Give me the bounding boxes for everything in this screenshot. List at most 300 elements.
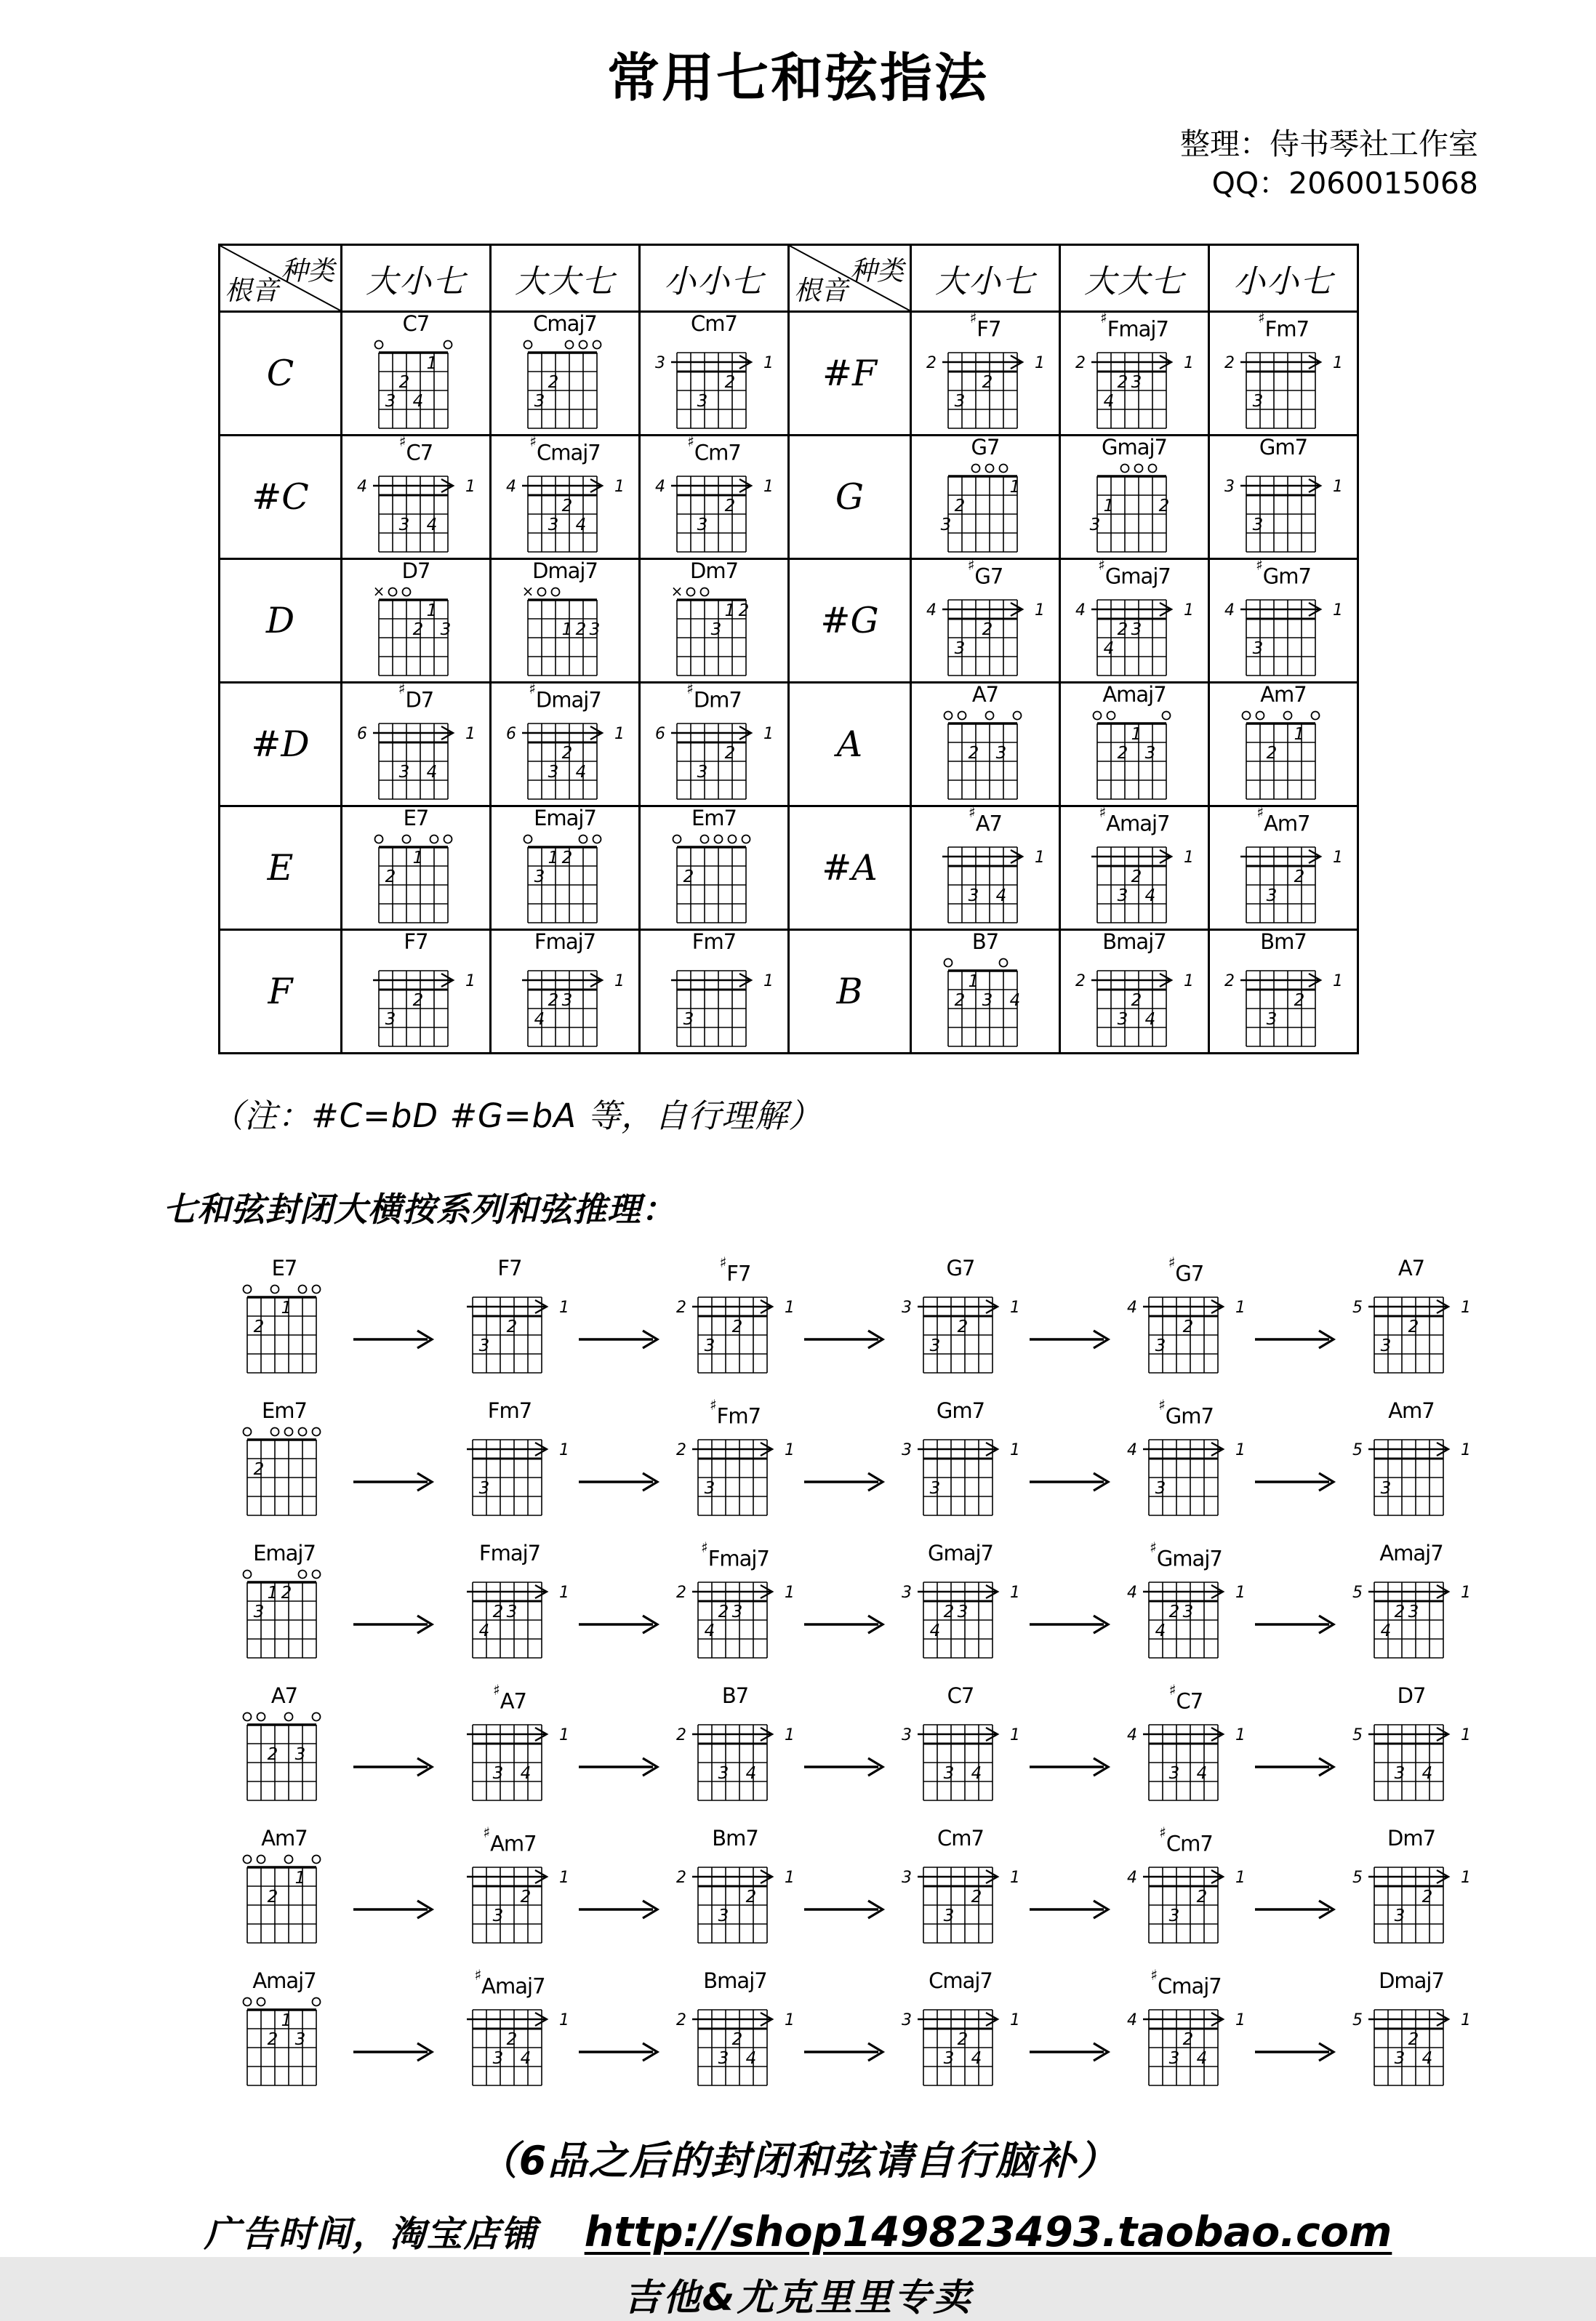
shop-url-link[interactable]: http://shop149823493.taobao.com [584, 2208, 1392, 2257]
finger-number: 3 [548, 763, 559, 782]
barre-finger-label: 1 [1235, 1869, 1246, 1888]
chord-name [1345, 1826, 1477, 1851]
chord-diagram [919, 584, 1051, 683]
fretboard-grid [379, 723, 448, 799]
chord [1345, 1683, 1477, 1808]
barre-arrow [1091, 850, 1171, 863]
arrow-box [350, 1899, 444, 1923]
chord-name-text: Em7 [261, 1398, 308, 1424]
root-cell: #C [220, 436, 342, 560]
finger-number: 2 [718, 1603, 729, 1622]
finger-number: 2 [1182, 2030, 1194, 2050]
barre-arrow [467, 2013, 547, 2026]
barre-finger-label: 1 [1235, 2011, 1246, 2030]
finger-number: 1 [1009, 478, 1021, 497]
chord-name-text: Cmaj7 [536, 440, 601, 465]
fret-position-label: 4 [1127, 1441, 1137, 1460]
chord-name-text: Amaj7 [252, 1968, 316, 1994]
chord [669, 1968, 801, 2093]
chord-cell [912, 684, 1061, 807]
finger-number: 3 [957, 1603, 969, 1622]
progression-row [218, 1968, 1596, 2111]
chord-name-text: Gm7 [1262, 564, 1311, 589]
chord-diagram [1345, 1994, 1477, 2093]
barre-arrow [692, 1300, 772, 1313]
fretboard-grid [1374, 1725, 1443, 1800]
chord [1345, 1256, 1477, 1380]
finger-number: 2 [943, 1603, 955, 1622]
open-string-marker [430, 835, 438, 843]
barre-arrow [1368, 1728, 1448, 1741]
chord [444, 1826, 576, 1950]
chord [1345, 1541, 1477, 1665]
finger-number: 3 [492, 1764, 504, 1784]
chord [1217, 803, 1350, 930]
arrow-box [576, 2041, 669, 2066]
arrow-icon [801, 1899, 894, 1920]
finger-number: 4 [971, 1764, 982, 1784]
chord-name [218, 1683, 350, 1709]
chord [894, 1256, 1027, 1380]
chord-name [1217, 435, 1350, 460]
chord-name [499, 929, 631, 955]
finger-number: 3 [683, 1010, 694, 1030]
chord-diagram [648, 707, 780, 806]
fret-position-label: 3 [1224, 478, 1235, 497]
barre-finger-label: 1 [785, 1299, 795, 1318]
chord-name [894, 1256, 1027, 1281]
barre-arrow [1143, 2013, 1223, 2026]
chord-name [648, 680, 780, 713]
arrow-icon [576, 1328, 669, 1350]
finger-number: 2 [253, 1318, 265, 1337]
chord-name [444, 1681, 576, 1714]
chord-name-text: Gm7 [1259, 435, 1308, 460]
open-string-marker [1312, 712, 1320, 720]
chord [669, 1398, 801, 1523]
chord [1217, 682, 1350, 806]
chord [1068, 929, 1200, 1054]
root-cell: D [220, 560, 342, 684]
chord-diagram [1120, 1994, 1252, 2093]
chord-diagram [350, 707, 482, 806]
finger-number: 4 [575, 763, 587, 782]
chord-cell [492, 560, 641, 684]
fret-position-label: 2 [676, 1726, 686, 1745]
finger-number: 2 [1158, 497, 1170, 516]
chord-cell [1210, 684, 1359, 807]
open-string-marker [403, 588, 411, 596]
chord-cell [912, 436, 1061, 560]
chord-diagram [1068, 831, 1200, 930]
barre-arrow [1240, 974, 1320, 987]
chord-name-text: C7 [947, 1683, 974, 1709]
finger-number: 1 [281, 2011, 292, 2031]
chord-diagram [1120, 1566, 1252, 1665]
chord-name [350, 311, 482, 337]
barre-finger-label: 1 [1461, 1584, 1471, 1603]
fret-position-label: 3 [902, 1726, 912, 1745]
chord-name [218, 1398, 350, 1424]
open-string-marker [945, 959, 953, 967]
open-string-marker [1000, 959, 1008, 967]
chord [1068, 311, 1200, 436]
fret-position-label: 3 [655, 354, 665, 373]
chord [1217, 435, 1350, 559]
barre-finger-label: 1 [785, 2011, 795, 2030]
muted-string-marker: × [372, 582, 385, 601]
chord-name [1345, 1541, 1477, 1566]
chord-diagram [218, 1424, 350, 1523]
open-string-marker [244, 1998, 252, 2006]
chord-diagram [444, 1566, 576, 1665]
barre-finger-label: 1 [1333, 601, 1343, 620]
chord-name [1068, 556, 1200, 589]
chord-name-text: Cm7 [694, 440, 741, 465]
chord-name [1120, 1539, 1252, 1571]
barre-finger-label: 1 [559, 2011, 569, 2030]
finger-number: 3 [731, 1603, 743, 1622]
chord-name [1068, 435, 1200, 460]
barre-finger-label: 1 [465, 478, 476, 497]
chord-cell [1061, 436, 1210, 560]
barre-finger-label: 1 [1235, 1726, 1246, 1745]
fret-position-label: 2 [1075, 354, 1086, 373]
finger-number: 4 [478, 1622, 490, 1641]
arrow-box [1252, 1471, 1345, 1496]
arrow-box [801, 2041, 894, 2066]
finger-number: 3 [506, 1603, 518, 1622]
sharp-sign: ♯ [1099, 803, 1106, 822]
barre-arrow [1143, 1585, 1223, 1598]
barre-finger-label: 1 [1461, 1299, 1471, 1318]
arrow-icon [1252, 2041, 1345, 2063]
chord-cell [1061, 556, 1210, 684]
finger-number: 2 [520, 1888, 532, 1907]
barre-finger-label: 1 [1010, 1869, 1020, 1888]
finger-number: 4 [1155, 1622, 1166, 1641]
arrow-icon [1252, 1756, 1345, 1778]
finger-number: 2 [281, 1584, 292, 1603]
chord-name-text: Cm7 [691, 311, 737, 337]
barre-finger-label: 1 [1010, 1441, 1020, 1460]
finger-number: 2 [745, 1888, 757, 1907]
chord-diagram [894, 1994, 1027, 2093]
chord-diagram [1068, 337, 1200, 436]
open-string-marker [729, 835, 737, 843]
fret-position-label: 3 [902, 2011, 912, 2030]
chord-cell [912, 931, 1061, 1054]
fretboard-grid [1246, 971, 1315, 1046]
barre-finger-label: 1 [1010, 1584, 1020, 1603]
finger-number: 1 [412, 849, 424, 868]
arrow-box [576, 1471, 669, 1496]
chord-name-text: Am7 [490, 1831, 537, 1856]
open-string-marker [244, 1856, 252, 1864]
fret-position-label: 2 [676, 1441, 686, 1460]
chord-name [919, 435, 1051, 460]
finger-number: 3 [1168, 2049, 1180, 2069]
fretboard-grid [247, 1867, 316, 1943]
barre-finger-label: 1 [785, 1441, 795, 1460]
finger-number: 3 [1117, 886, 1128, 906]
credit-line-2: QQ：2060015068 [1211, 165, 1478, 201]
finger-number: 3 [398, 763, 410, 782]
chord-diagram [218, 1281, 350, 1380]
barre-arrow [373, 479, 453, 492]
open-string-marker [1121, 465, 1129, 473]
barre-arrow [373, 726, 453, 739]
barre-finger-label: 1 [785, 1726, 795, 1745]
chord [894, 1968, 1027, 2093]
chord-name-text: Gmaj7 [1104, 564, 1171, 589]
chord-name [444, 1824, 576, 1856]
sharp-sign: ♯ [1100, 309, 1107, 327]
finger-number: 2 [957, 1318, 969, 1337]
finger-number: 3 [294, 1745, 306, 1765]
open-string-marker [313, 1428, 321, 1436]
open-string-marker [257, 1713, 265, 1721]
chord-name-text: Fm7 [716, 1403, 761, 1429]
finger-number: 1 [281, 1299, 292, 1318]
open-string-marker [271, 1428, 279, 1436]
chord-name-text: Cmaj7 [533, 311, 597, 337]
root-cell: #A [790, 807, 912, 931]
barre-arrow [671, 479, 751, 492]
root-cell: #F [790, 313, 912, 436]
finger-number: 3 [718, 2049, 729, 2069]
finger-number: 2 [957, 2030, 969, 2050]
finger-number: 2 [1408, 1318, 1419, 1337]
sharp-sign: ♯ [719, 1254, 726, 1272]
chord-name-text: A7 [500, 1688, 526, 1714]
barre-finger-label: 1 [1184, 354, 1194, 373]
ad-text: 广告时间，淘宝店铺 [204, 2213, 538, 2256]
chord [1068, 558, 1200, 683]
finger-number: 3 [398, 516, 410, 535]
finger-number: 3 [982, 991, 993, 1011]
open-string-marker [444, 835, 452, 843]
finger-number: 3 [1155, 1479, 1166, 1499]
chord-diagram [919, 337, 1051, 436]
finger-number: 2 [1131, 867, 1142, 887]
chord-diagram [444, 1424, 576, 1523]
finger-number: 4 [929, 1622, 941, 1641]
finger-number: 2 [724, 497, 736, 516]
fret-position-label: 4 [1127, 1726, 1137, 1745]
chord-cell [1210, 931, 1359, 1054]
chord-diagram [669, 1994, 801, 2093]
chord [1068, 803, 1200, 930]
finger-number: 4 [412, 392, 424, 412]
open-string-marker [257, 1856, 265, 1864]
chord-name-text: Gm7 [1165, 1403, 1214, 1429]
barre-arrow [918, 1585, 998, 1598]
open-string-marker [375, 835, 383, 843]
chord-name [648, 558, 780, 584]
chord-diagram [919, 955, 1051, 1054]
fret-position-label: 6 [357, 725, 367, 744]
chord-name-text: B7 [971, 929, 999, 955]
chord-diagram [350, 460, 482, 559]
barre-finger-label: 1 [1035, 601, 1045, 620]
chord-name-text: Fm7 [1264, 316, 1310, 342]
chord-name [1120, 1966, 1252, 1999]
fretboard-grid [1246, 847, 1315, 923]
chord-cell [492, 807, 641, 931]
barre-arrow [1240, 850, 1320, 863]
chord-cell [641, 680, 790, 807]
chord [669, 1826, 801, 1950]
chord [444, 1398, 576, 1523]
chord-name-text: D7 [405, 687, 434, 713]
finger-number: 3 [1089, 516, 1101, 535]
finger-number: 2 [1421, 1888, 1433, 1907]
arrow-box [1027, 1614, 1120, 1638]
chord-name [648, 929, 780, 955]
barre-arrow [467, 1443, 547, 1456]
open-string-marker [986, 465, 994, 473]
root-cell: B [790, 931, 912, 1054]
arrow-box [1027, 1328, 1120, 1353]
finger-number: 3 [548, 516, 559, 535]
chord-name [1120, 1396, 1252, 1429]
finger-number: 2 [954, 497, 966, 516]
open-string-marker [299, 1286, 307, 1294]
chord [648, 435, 780, 559]
barre-finger-label: 1 [1333, 478, 1343, 497]
type-header-cell: 小小七 [641, 246, 790, 313]
chord [1345, 1398, 1477, 1523]
barre-finger-label: 1 [614, 972, 625, 991]
finger-number: 1 [548, 849, 559, 868]
chord-name [1120, 1254, 1252, 1286]
arrow-box [350, 2041, 444, 2066]
open-string-marker [958, 712, 966, 720]
chord-name [444, 1256, 576, 1281]
chord [499, 682, 631, 806]
barre-arrow [1240, 479, 1320, 492]
chord-diagram [669, 1709, 801, 1808]
chord-diagram [1120, 1281, 1252, 1380]
fret-position-label: 5 [1352, 1869, 1363, 1888]
finger-number: 1 [294, 1869, 306, 1888]
finger-number: 4 [520, 1764, 532, 1784]
chord [350, 558, 482, 683]
arrow-icon [801, 1614, 894, 1635]
fret-position-label: 5 [1352, 2011, 1363, 2030]
chord [894, 1826, 1027, 1950]
fretboard-grid [1246, 723, 1315, 799]
chord-name [648, 433, 780, 465]
open-string-marker [389, 588, 397, 596]
fret-position-label: 5 [1352, 1726, 1363, 1745]
footer-note: （6品之后的封闭和弦请自行脑补） [478, 2138, 1118, 2184]
fret-position-label: 4 [1127, 1869, 1137, 1888]
finger-number: 1 [1103, 497, 1115, 516]
chord [1120, 1826, 1252, 1950]
chord-cell [342, 313, 492, 436]
chord [218, 1398, 350, 1523]
chord-name-text: Cm7 [1166, 1831, 1213, 1856]
chord-name [499, 433, 631, 465]
barre-finger-label: 1 [559, 1584, 569, 1603]
type-header-cell: 大小七 [912, 246, 1061, 313]
sharp-sign: ♯ [709, 1396, 716, 1414]
chord [669, 1683, 801, 1808]
arrow-box [350, 1328, 444, 1353]
barre-finger-label: 1 [559, 1299, 569, 1318]
fretboard-grid [379, 353, 448, 428]
chord-name [669, 1254, 801, 1286]
chord [350, 929, 482, 1054]
chord-diagram [1217, 460, 1350, 559]
barre-finger-label: 1 [1461, 1726, 1471, 1745]
chord-diagram [1345, 1424, 1477, 1523]
chord-name-text: F7 [726, 1261, 751, 1286]
chord-name-text: Am7 [1264, 811, 1310, 836]
open-string-marker [580, 341, 588, 349]
finger-number: 4 [575, 516, 587, 535]
finger-number: 1 [267, 1584, 278, 1603]
open-string-marker [244, 1428, 252, 1436]
chord-name-text: F7 [497, 1256, 522, 1281]
open-string-marker [1135, 465, 1143, 473]
fret-position-label: 2 [1224, 972, 1235, 991]
chord-diagram [1217, 337, 1350, 436]
chord-cell [912, 309, 1061, 436]
arrow-icon [576, 1614, 669, 1635]
barre-arrow [692, 1443, 772, 1456]
open-string-marker [313, 1998, 321, 2006]
open-string-marker [701, 588, 709, 596]
fret-position-label: 5 [1352, 1584, 1363, 1603]
finger-number: 3 [968, 886, 979, 906]
chord-diagram [1217, 707, 1350, 806]
chord-name [919, 803, 1051, 836]
sharp-sign: ♯ [1159, 1824, 1166, 1842]
finger-number: 3 [929, 1336, 941, 1356]
chord-name [669, 1683, 801, 1709]
chord-diagram [894, 1281, 1027, 1380]
finger-number: 3 [253, 1603, 265, 1622]
barre-arrow [918, 1443, 998, 1456]
arrow-icon [1027, 1614, 1120, 1635]
note-text: （注：#C=bD #G=bA 等，自行理解） [211, 1097, 822, 1136]
barre-finger-label: 1 [1333, 849, 1343, 867]
finger-number: 2 [385, 867, 396, 887]
finger-number: 2 [548, 991, 559, 1011]
chord-cell [641, 931, 790, 1054]
finger-number: 1 [1131, 725, 1142, 745]
fretboard-grid [923, 1725, 993, 1800]
chord-diagram [444, 1994, 576, 2093]
chord-cell [1061, 309, 1210, 436]
finger-number: 2 [731, 1318, 743, 1337]
chord-diagram [669, 1566, 801, 1665]
type-header-cell: 大大七 [1061, 246, 1210, 313]
chord-cell [1210, 309, 1359, 436]
corner-label-type: 种类 [850, 255, 904, 287]
page-title: 常用七和弦指法 [606, 47, 989, 108]
finger-number: 4 [1380, 1622, 1392, 1641]
finger-number: 2 [968, 744, 979, 763]
chord-diagram [919, 707, 1051, 806]
chord-name-text: Dmaj7 [535, 687, 601, 713]
fretboard-grid [923, 1867, 993, 1943]
sharp-sign: ♯ [474, 1966, 481, 1984]
open-string-marker [1149, 465, 1157, 473]
